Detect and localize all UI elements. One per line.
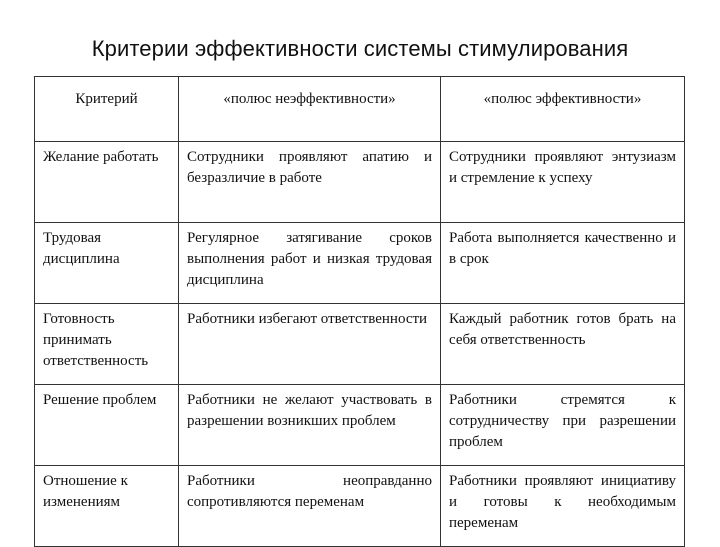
table-row	[35, 142, 685, 223]
column-header-inefficiency-pole: «полюс неэффективности»	[179, 77, 441, 142]
criterion-cell: Готовность принимать ответственность	[35, 304, 179, 385]
table-header-row	[35, 77, 685, 142]
efficiency-cell: Каждый работник готов брать на себя ответственность	[441, 304, 685, 385]
table-row	[35, 304, 685, 385]
table-row	[35, 223, 685, 304]
efficiency-cell: Сотрудники проявляют энтузиазм и стремление к успеху	[441, 142, 685, 223]
inefficiency-cell: Работники неоправданно сопротивляются переменам	[179, 466, 441, 547]
criterion-cell: Трудовая дисциплина	[35, 223, 179, 304]
inefficiency-cell: Регулярное затягивание сроков выполнения работ и низкая трудовая дисциплина	[179, 223, 441, 304]
efficiency-cell: Работники стремятся к сотрудничеству при разрешении проблем	[441, 385, 685, 466]
efficiency-cell: Работа выполняется качественно и в срок	[441, 223, 685, 304]
criterion-cell: Отношение к изменениям	[35, 466, 179, 547]
criterion-cell: Решение проблем	[35, 385, 179, 466]
criterion-cell: Желание работать	[35, 142, 179, 223]
column-header-efficiency-pole: «полюс эффективности»	[441, 77, 685, 142]
criteria-table	[34, 76, 685, 547]
column-header-criterion: Критерий	[35, 77, 179, 142]
table-row	[35, 385, 685, 466]
inefficiency-cell: Работники избегают ответственности	[179, 304, 441, 385]
efficiency-cell: Работники проявляют инициативу и готовы к необходимым переменам	[441, 466, 685, 547]
inefficiency-cell: Работники не желают участвовать в разрешении возникших проблем	[179, 385, 441, 466]
page-title: Критерии эффективности системы стимулирования	[91, 36, 629, 61]
inefficiency-cell: Сотрудники проявляют апатию и безразличие в работе	[179, 142, 441, 223]
table-row	[35, 466, 685, 547]
